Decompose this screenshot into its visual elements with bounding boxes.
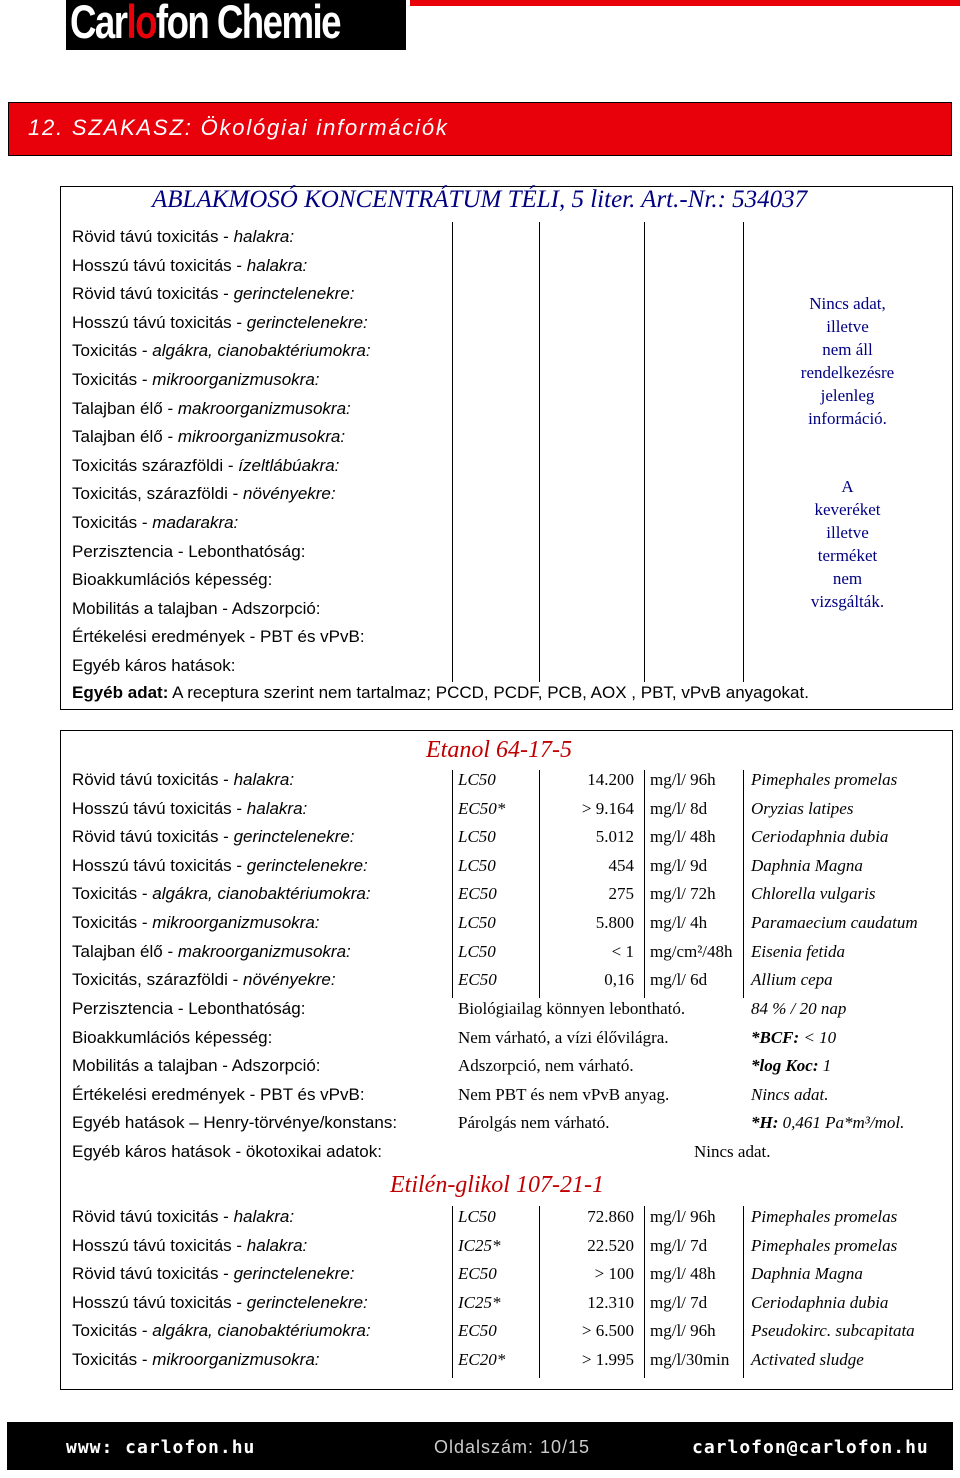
row-target: gerinctelenekre: [246,312,368,332]
extra-note-key: *log Koc: [751,1056,819,1076]
row-target: gerinctelenekre: [233,284,355,304]
product-column-divider-1 [452,222,453,682]
row-label-main: Toxicitás - [72,884,153,904]
extra-note [751,1056,831,1076]
extra-note-key: *H: [751,1113,779,1133]
note-line: nem áll [822,340,873,359]
product-row [72,341,371,361]
row-test-type: LC50 [458,1207,496,1226]
row-label-main: Rövid távú toxicitás - [72,1264,234,1284]
row-value: > 1.995 [581,1350,634,1369]
row-label-target: halakra: [233,1207,295,1226]
row-test-type: EC20* [458,1350,506,1369]
footer-email: carlofon@carlofon.hu [692,1437,929,1458]
product-column-divider-2 [539,222,540,682]
row-species: Oryzias latipes [751,798,854,818]
row-test-type: LC50 [458,913,496,932]
row-label [72,1350,320,1370]
row-label-main: Toxicitás, szárazföldi - [72,970,243,990]
product-row [72,370,320,390]
extra-note [751,1085,828,1105]
row-unit: mg/l/ 96h [650,1321,716,1341]
etanol-divider-1 [452,770,453,998]
product-row [72,513,238,533]
row-label: Toxicitás - [72,341,153,361]
row-label: Toxicitás, szárazföldi - [72,484,243,504]
product-row [72,570,272,590]
product-row [72,256,307,276]
row-label [72,827,355,847]
row-target: halakra: [246,255,308,275]
row-label-target: gerinctelenekre: [233,1264,355,1284]
row-target: mikroorganizmusokra: [177,427,346,447]
row-label-main: Hosszú távú toxicitás - [72,798,247,818]
extra-note-value: 1 [818,1056,832,1076]
row-label-target: makroorganizmusokra: [177,941,351,961]
row-label-main: Hosszú távú toxicitás - [72,855,247,875]
row-species: Daphnia Magna [751,855,863,875]
row-test-type: IC25* [458,1292,501,1312]
row-label-main: Toxicitás - [72,913,153,932]
note-line: illetve [826,317,869,336]
row-target: madarakra: [152,513,239,532]
extra-label: Perzisztencia - Lebonthatóság: [72,999,306,1018]
row-label-main: Toxicitás - [72,1321,153,1341]
extra-value: Párolgás nem várható. [458,1113,610,1133]
row-species: Allium cepa [751,970,833,990]
product-row [72,599,321,619]
row-label: Mobilitás a talajban - Adszorpció: [72,598,321,618]
row-label [72,1264,355,1284]
row-unit: mg/l/ 9d [650,855,708,875]
row-target: ízeltlábúakra: [238,455,340,475]
row-label-target: halakra: [246,798,308,818]
row-test-type: IC25* [458,1235,501,1255]
row-test-type: LC50 [458,855,496,875]
extra-note [751,1028,836,1048]
row-unit: mg/l/ 48h [650,827,716,847]
row-value: < 1 [611,941,634,961]
row-unit: mg/l/30min [650,1350,730,1369]
row-label-target: algákra, cianobaktériumokra: [152,884,371,904]
row-label-main: Rövid távú toxicitás - [72,770,234,789]
row-label-main: Hosszú távú toxicitás - [72,1235,247,1255]
row-test-type: EC50 [458,1321,497,1341]
row-target: algákra, cianobaktériumokra: [152,341,371,361]
row-label [72,799,307,819]
row-value: 454 [608,855,634,875]
row-label: Egyéb káros hatások: [72,656,236,675]
extra-label: Mobilitás a talajban - Adszorpció: [72,1056,321,1076]
product-row [72,627,365,647]
etanol-divider-3 [644,770,645,998]
etanol-divider-4 [743,770,744,998]
note-line: A [841,477,854,496]
product-row [72,227,294,247]
row-label: Toxicitás - [72,513,153,532]
other-data-line: Egyéb adat: A receptura szerint nem tartalmaz; PCCD, PCDF, PCB, AOX , PBT, vPvB anyagokat. [72,683,809,702]
row-target: mikroorganizmusokra: [152,370,320,389]
row-unit: mg/l/ 4h [650,913,708,932]
row-value: 14.200 [587,770,634,789]
row-label: Rövid távú toxicitás - [72,284,234,304]
row-test-type: EC50 [458,884,497,904]
note-line: információ. [808,409,887,428]
note-line: illetve [826,523,869,542]
note-line: keveréket [814,500,881,519]
row-label-target: halakra: [246,1235,308,1255]
product-row [72,456,339,476]
row-unit: mg/l/ 8d [650,798,708,818]
row-label [72,884,371,904]
extra-label: Bioakkumlációs képesség: [72,1027,273,1047]
row-test-type: LC50 [458,941,496,961]
row-value: > 6.500 [581,1321,634,1341]
footer-page-number: Oldalszám: 10/15 [434,1437,591,1457]
row-label: Toxicitás szárazföldi - [72,455,239,475]
row-target: halakra: [233,227,295,246]
etanol-other-effects-label: Egyéb káros hatások - ökotoxikai adatok: [72,1142,382,1161]
row-label-main: Toxicitás - [72,1350,153,1369]
product-row [72,656,235,676]
row-label-target: gerinctelenekre: [246,855,368,875]
glikol-divider-3 [644,1206,645,1378]
row-species: Daphnia Magna [751,1264,863,1284]
row-species: Ceriodaphnia dubia [751,827,889,847]
row-label: Bioakkumlációs képesség: [72,570,273,590]
product-row [72,484,336,504]
row-label-main: Hosszú távú toxicitás - [72,1292,247,1312]
company-logo-text: Carlofon Chemie [70,0,340,48]
row-label-main: Talajban élő - [72,941,178,961]
row-test-type: EC50* [458,798,506,818]
row-label [72,1207,294,1227]
row-value: > 100 [594,1264,634,1284]
not-tested-note [760,475,935,613]
extra-note [751,999,846,1019]
product-row [72,427,345,447]
glikol-title: Etilén-glikol 107-21-1 [390,1172,604,1198]
row-value: 22.520 [587,1235,634,1255]
row-target: növényekre: [243,484,336,504]
row-label [72,942,351,962]
extra-note-key: *BCF: [751,1027,800,1047]
row-label: Perzisztencia - Lebonthatóság: [72,541,306,561]
footer-website: www: carlofon.hu [66,1437,256,1458]
row-value: > 9.164 [581,798,634,818]
row-unit: mg/l/ 6d [650,970,708,990]
row-species: Eisenia fetida [751,941,845,961]
row-value: 275 [608,884,634,904]
row-value: 12.310 [587,1292,634,1312]
row-label [72,913,320,933]
extra-note [751,1113,904,1133]
extra-value: Nem PBT és nem vPvB anyag. [458,1084,670,1104]
row-species: Chlorella vulgaris [751,884,876,904]
row-label-target: mikroorganizmusokra: [152,913,320,932]
product-row [72,284,355,304]
row-value: 5.800 [595,913,634,932]
row-unit: mg/cm²/48h [650,941,733,961]
row-unit: mg/l/ 72h [650,884,716,904]
product-row [72,542,305,562]
row-test-type: LC50 [458,827,496,847]
note-line: nem [832,569,863,588]
row-test-type: EC50 [458,970,497,990]
row-label-target: gerinctelenekre: [233,827,355,847]
row-value: 5.012 [595,827,634,847]
extra-value: Nem várható, a vízi élővilágra. [458,1027,669,1047]
row-species: Paramaecium caudatum [751,913,918,932]
row-label [72,1293,368,1313]
section-title: 12. SZAKASZ: Ökológiai információk [28,115,449,140]
row-target: makroorganizmusokra: [177,398,351,418]
extra-label: Értékelési eredmények - PBT és vPvB: [72,1084,365,1104]
row-unit: mg/l/ 7d [650,1292,708,1312]
row-species: Ceriodaphnia dubia [751,1292,889,1312]
product-row [72,399,351,419]
row-unit: mg/l/ 48h [650,1264,716,1284]
extra-note-value: Nincs adat. [751,1084,829,1104]
row-label-main: Rövid távú toxicitás - [72,827,234,847]
row-label-target: gerinctelenekre: [246,1292,368,1312]
row-label: Toxicitás - [72,370,153,389]
row-label [72,770,294,790]
extra-value: Adszorpció, nem várható. [458,1056,634,1076]
extra-note-value: < 10 [799,1027,837,1047]
row-label: Rövid távú toxicitás - [72,227,234,246]
row-test-type: EC50 [458,1264,497,1284]
glikol-divider-1 [452,1206,453,1378]
row-value: 72.860 [587,1207,634,1226]
row-label: Értékelési eredmények - PBT és vPvB: [72,627,365,647]
row-label-target: növényekre: [243,970,336,990]
row-label [72,970,336,990]
etanol-other-effects-value: Nincs adat. [694,1142,771,1161]
product-column-divider-4 [743,222,744,682]
product-row [72,313,368,333]
row-label-target: mikroorganizmusokra: [152,1350,320,1369]
product-title: ABLAKMOSÓ KONCENTRÁTUM TÉLI, 5 liter. Art.-Nr.: 534037 [152,186,808,213]
note-line: Nincs adat, [809,294,886,313]
row-label-main: Rövid távú toxicitás - [72,1207,234,1226]
note-line: rendelkezésre [800,363,895,382]
row-label-target: algákra, cianobaktériumokra: [152,1321,371,1341]
note-line: jelenleg [820,386,875,405]
no-data-note [760,292,935,430]
row-value: 0,16 [604,970,634,990]
extra-note-value: 0,461 Pa*m³/mol. [778,1113,905,1133]
extra-note-value: 84 % / 20 nap [751,999,847,1018]
row-label-target: halakra: [233,770,295,789]
row-species: Pimephales promelas [751,1235,898,1255]
row-label: Talajban élő - [72,427,178,447]
row-species: Activated sludge [751,1350,864,1369]
row-label: Talajban élő - [72,398,178,418]
row-unit: mg/l/ 96h [650,770,716,789]
note-line: terméket [817,546,878,565]
row-species: Pimephales promelas [751,1207,898,1226]
extra-value: Biológiailag könnyen lebontható. [458,999,686,1018]
row-unit: mg/l/ 7d [650,1235,708,1255]
row-species: Pseudokirc. subcapitata [751,1321,915,1341]
row-label: Hosszú távú toxicitás - [72,312,247,332]
row-label [72,856,368,876]
row-label: Hosszú távú toxicitás - [72,255,247,275]
etanol-title: Etanol 64-17-5 [426,737,572,763]
product-column-divider-3 [644,222,645,682]
row-test-type: LC50 [458,770,496,789]
extra-label: Egyéb hatások – Henry-törvénye/konstans: [72,1113,398,1133]
row-unit: mg/l/ 96h [650,1207,716,1226]
glikol-divider-4 [743,1206,744,1378]
row-label [72,1321,371,1341]
row-species: Pimephales promelas [751,770,898,789]
row-label [72,1236,307,1256]
note-line: vizsgálták. [810,592,885,611]
